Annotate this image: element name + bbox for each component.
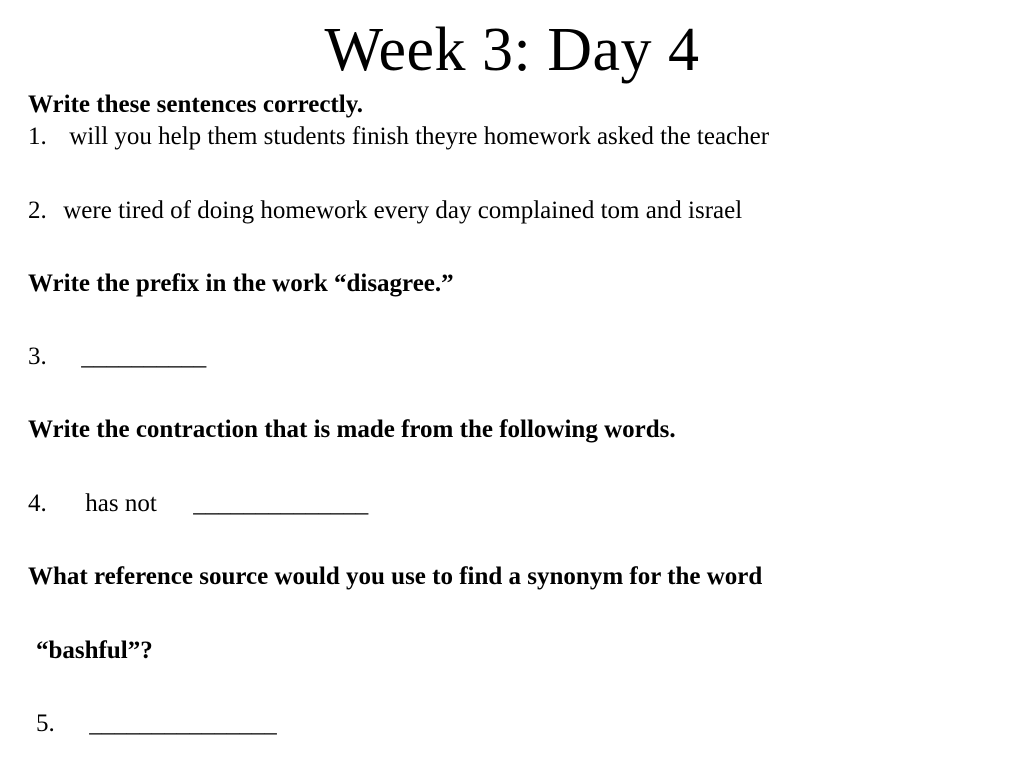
question-2 — [28, 196, 742, 226]
question-1-number: 1. — [28, 123, 47, 150]
question-1 — [28, 122, 769, 152]
instruction-reference-source: What reference source would you use to find a synonym for the word — [28, 563, 763, 590]
question-4-text: has not — [85, 490, 157, 517]
question-4-number: 4. — [28, 490, 47, 517]
instruction-reference-source-word: “bashful”? — [36, 637, 153, 664]
page-title: Week 3: Day 4 — [324, 16, 700, 84]
instruction-contraction: Write the contraction that is made from the following words. — [28, 416, 676, 443]
question-3 — [28, 342, 206, 372]
question-5 — [36, 709, 277, 739]
question-2-text: were tired of doing homework every day complained tom and israel — [63, 197, 743, 224]
question-3-number: 3. — [28, 343, 47, 370]
question-5-number: 5. — [36, 710, 55, 737]
question-1-text: will you help them students finish theyre homework asked the teacher — [69, 123, 770, 150]
question-4 — [28, 489, 368, 519]
question-5-answer-blank[interactable]: _______________ — [89, 710, 277, 737]
instruction-prefix: Write the prefix in the work “disagree.” — [28, 270, 454, 297]
question-2-number: 2. — [28, 197, 47, 224]
question-4-answer-blank[interactable]: ______________ — [193, 490, 369, 517]
question-3-answer-blank[interactable]: __________ — [81, 343, 207, 370]
instruction-correct-sentences: Write these sentences correctly. — [28, 91, 364, 118]
